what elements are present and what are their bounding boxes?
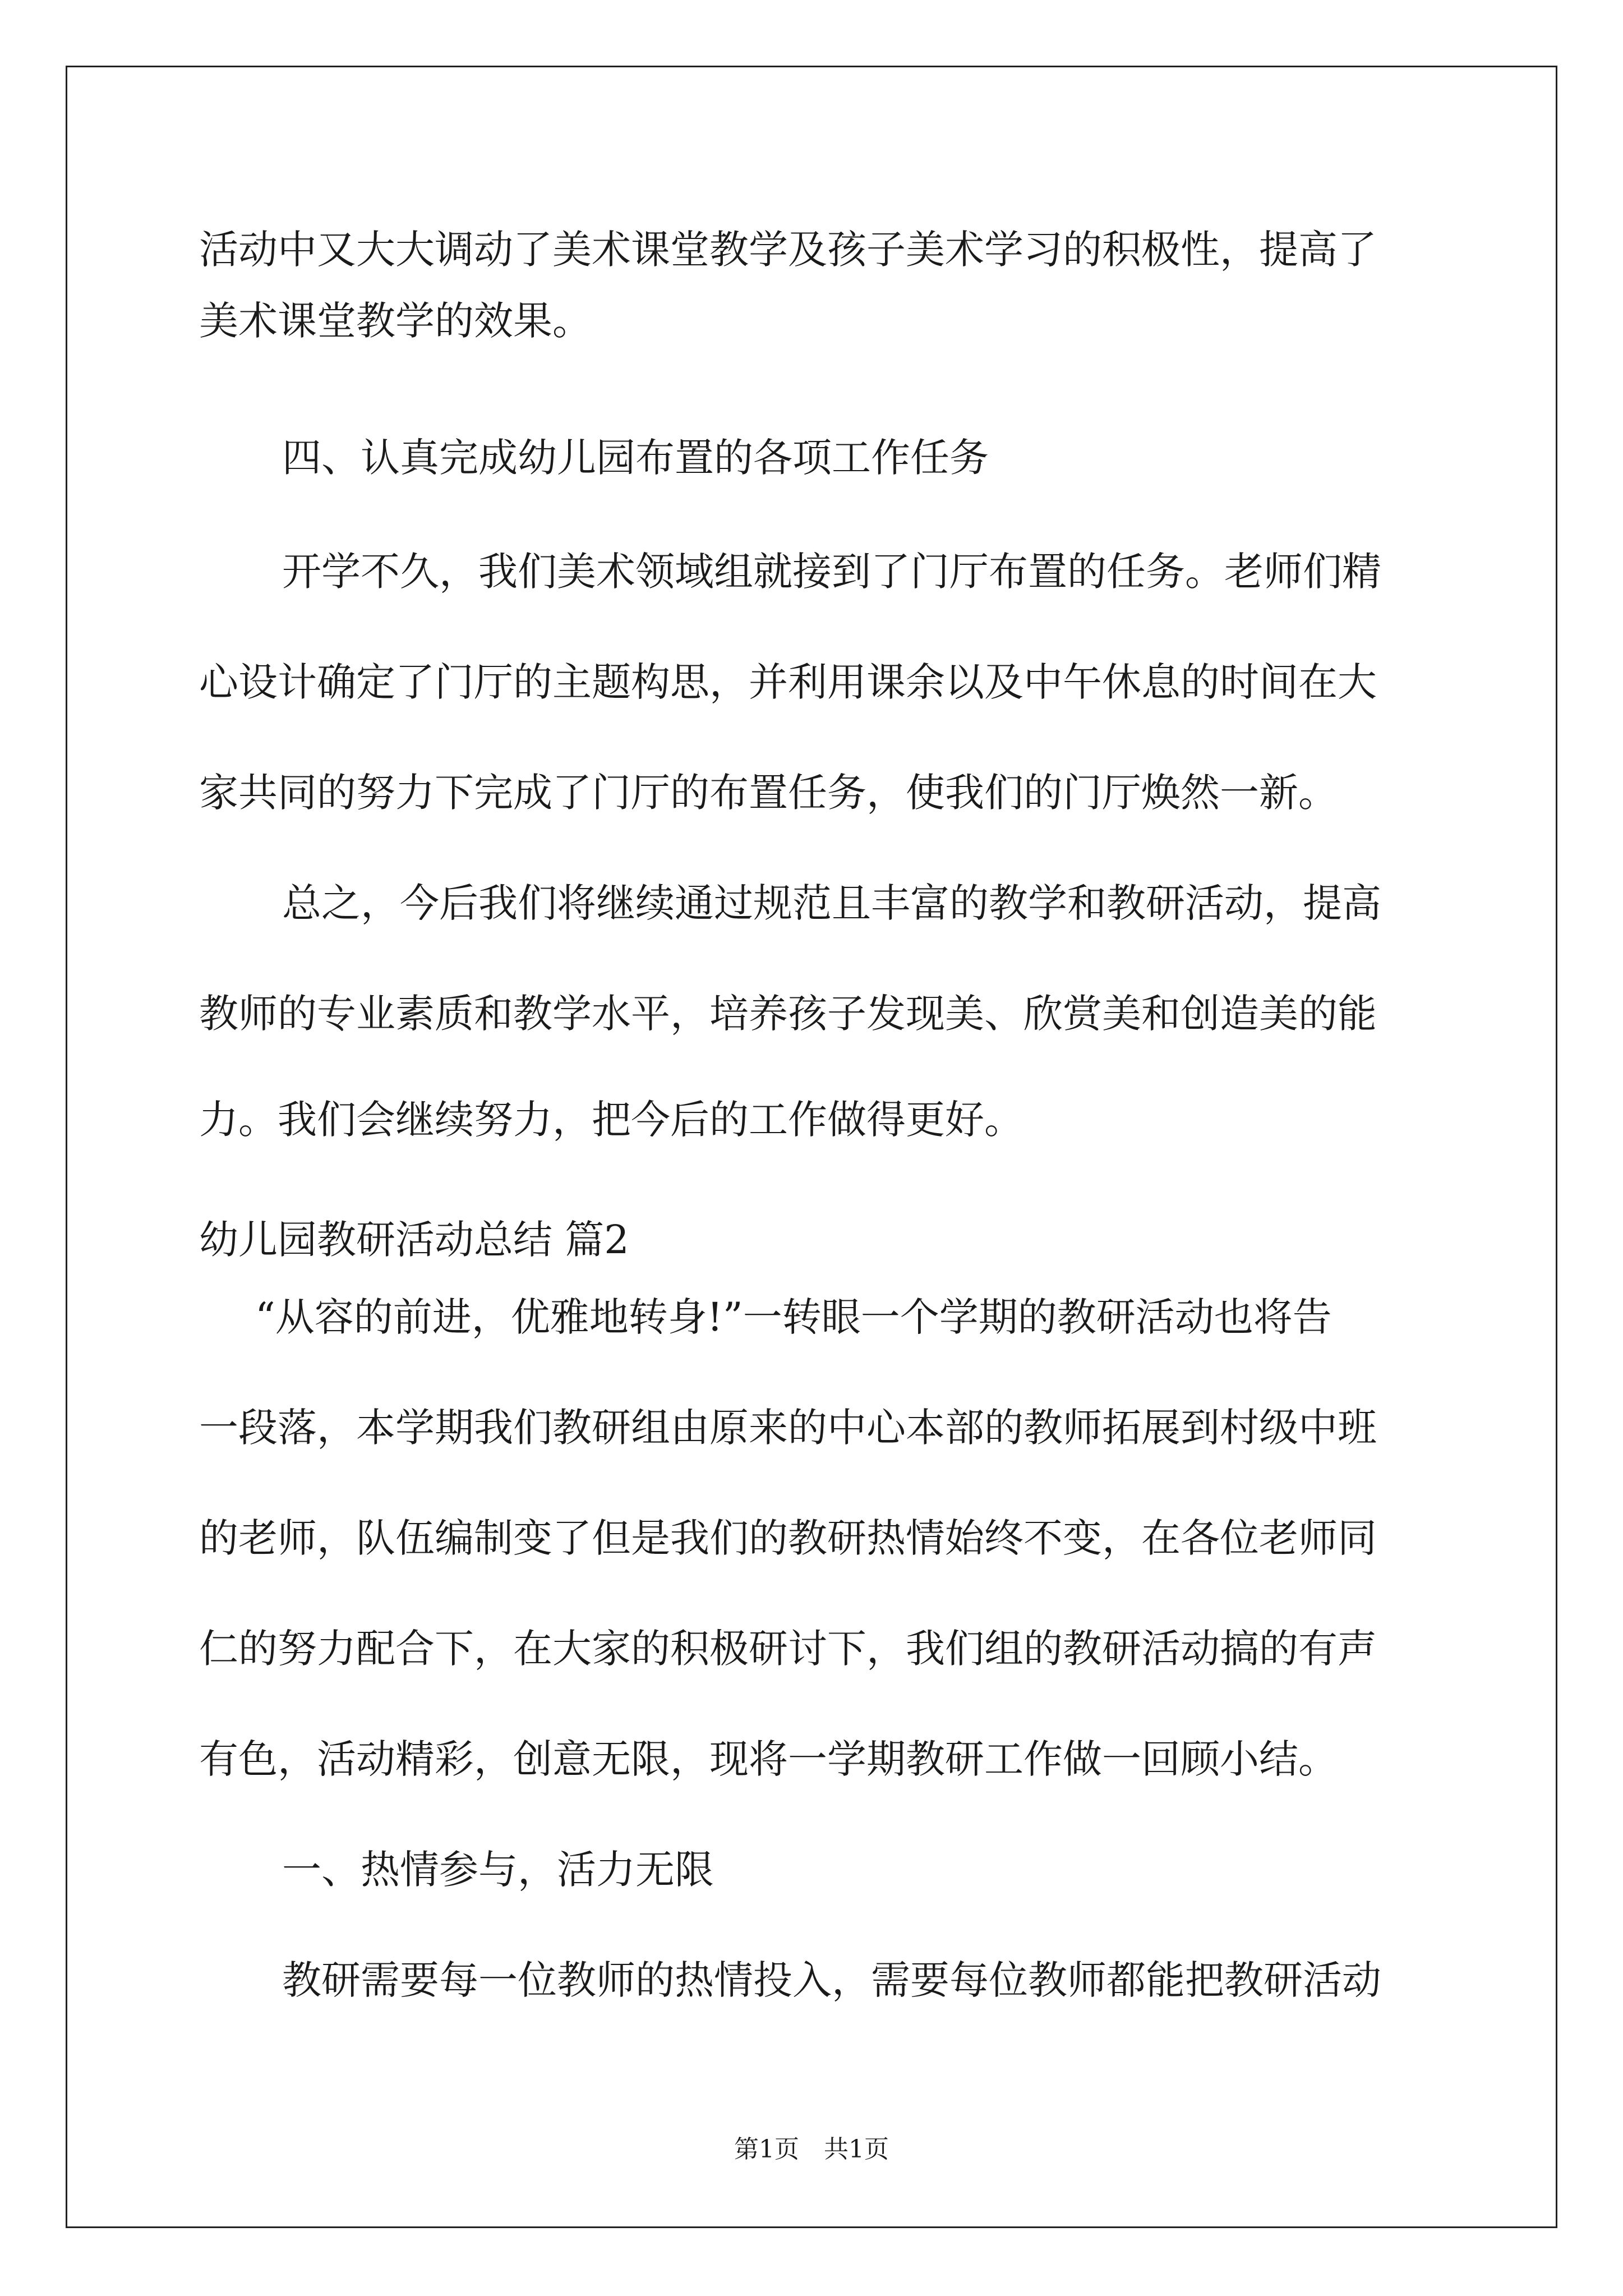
text-line: 家共同的努力下完成了门厅的布置任务，使我们的门厅焕然一新。 <box>199 770 1338 816</box>
text-line: 活动中又大大调动了美术课堂教学及孩子美术学习的积极性，提高了 <box>199 227 1377 273</box>
text-line: 总之，今后我们将继续通过规范且丰富的教学和教研活动，提高 <box>282 880 1381 926</box>
text-line: 教师的专业素质和教学水平，培养孩子发现美、欣赏美和创造美的能 <box>199 991 1377 1037</box>
text-line: 力。我们会继续努力，把今后的工作做得更好。 <box>199 1097 1023 1143</box>
article-title: 幼儿园教研活动总结 篇2 <box>199 1217 629 1263</box>
text-line: 教研需要每一位教师的热情投入，需要每位教师都能把教研活动 <box>282 1957 1381 2003</box>
text-line: 仁的努力配合下，在大家的积极研讨下，我们组的教研活动搞的有声 <box>199 1626 1377 1672</box>
page-number-footer: 第1页 共1页 <box>734 2135 889 2164</box>
text-line: 开学不久，我们美术领域组就接到了门厅布置的任务。老师们精 <box>282 549 1381 595</box>
text-line: 一段落，本学期我们教研组由原来的中心本部的教师拓展到村级中班 <box>199 1405 1377 1451</box>
text-line: 有色，活动精彩，创意无限，现将一学期教研工作做一回顾小结。 <box>199 1736 1338 1782</box>
text-line: 美术课堂教学的效果。 <box>199 298 592 344</box>
text-line: 的老师，队伍编制变了但是我们的教研热情始终不变，在各位老师同 <box>199 1515 1377 1561</box>
text-line: “从容的前进，优雅地转身!”一转眼一个学期的教研活动也将告 <box>255 1294 1332 1340</box>
text-line: 心设计确定了门厅的主题构思，并利用课余以及中午休息的时间在大 <box>199 659 1377 705</box>
section-heading: 四、认真完成幼儿园布置的各项工作任务 <box>282 435 989 481</box>
section-heading: 一、热情参与，活力无限 <box>282 1847 714 1893</box>
document-body <box>199 0 1433 2188</box>
